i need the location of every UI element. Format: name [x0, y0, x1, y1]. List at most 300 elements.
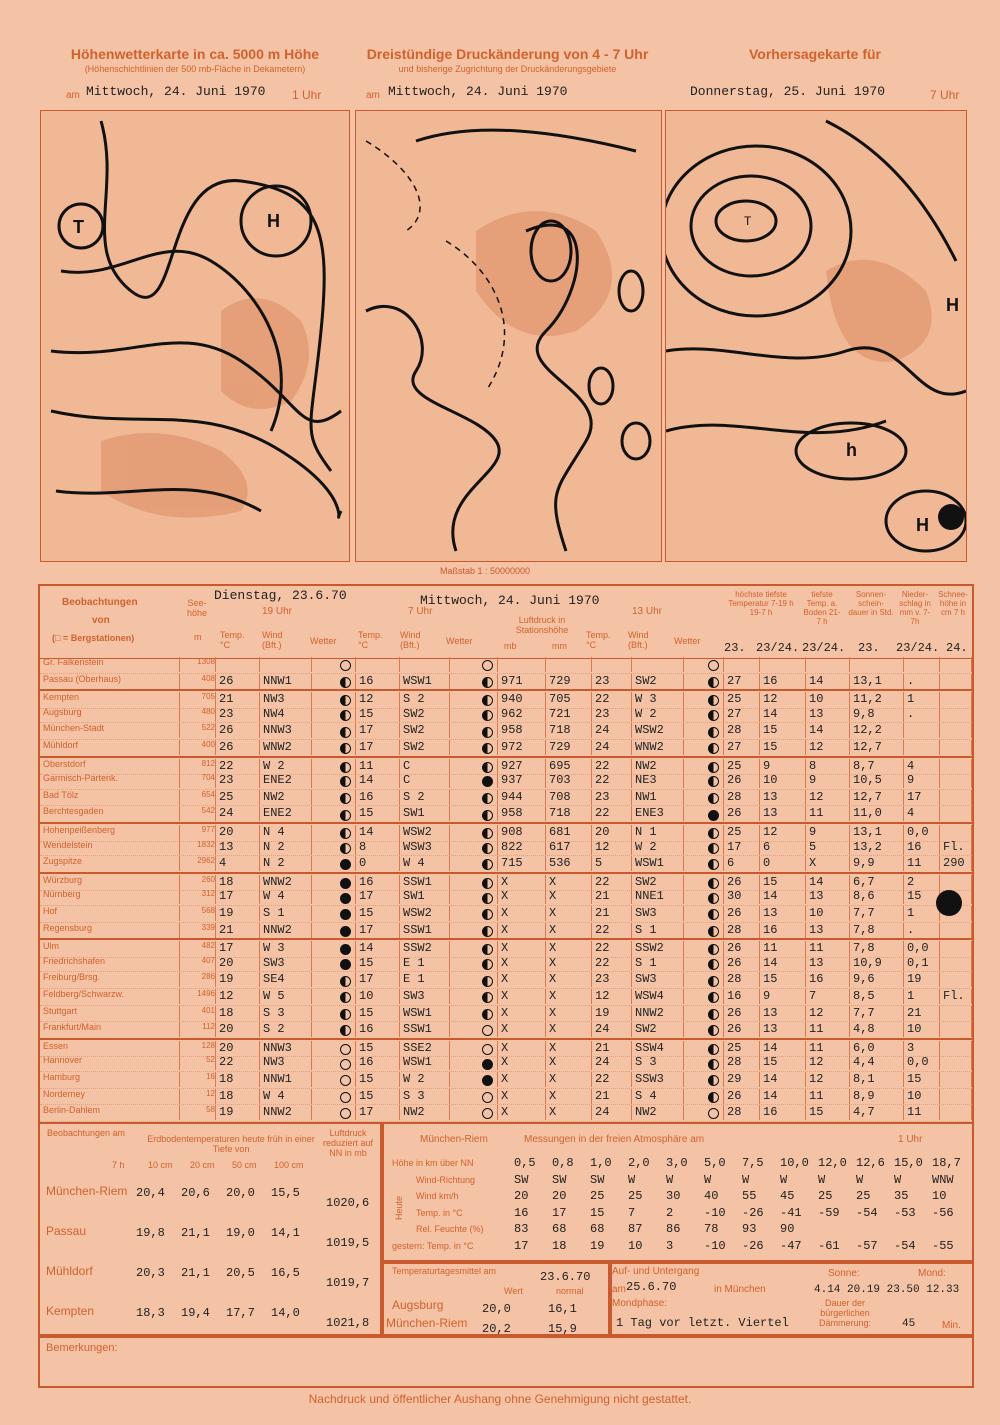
cell-t19: 26 — [216, 674, 260, 689]
cell-schnee — [940, 923, 972, 938]
cell-h: 704 — [180, 773, 216, 788]
cell-mm: 718 — [546, 806, 592, 821]
weather-circle-icon — [340, 992, 351, 1003]
weather-symbol-icon — [684, 889, 724, 904]
cell-w13: WSW4 — [632, 989, 684, 1004]
cell-h: 128 — [180, 1041, 216, 1056]
cell-sonne: 9,6 — [850, 972, 904, 987]
weather-circle-icon — [708, 976, 719, 987]
cell-max: 25 — [724, 692, 760, 707]
weather-symbol-icon — [312, 707, 356, 722]
time-7: 7 Uhr — [408, 606, 433, 617]
cell-h: 407 — [180, 956, 216, 971]
aero-cell: 1,0 — [590, 1156, 612, 1170]
cell-t13: 22 — [592, 875, 632, 890]
cell-max: 26 — [724, 773, 760, 788]
cell-max: 27 — [724, 740, 760, 755]
weather-symbol-icon — [312, 1089, 356, 1104]
cell-boden: 13 — [806, 956, 850, 971]
cell-mm: 721 — [546, 707, 592, 722]
weather-circle-icon — [340, 944, 351, 955]
cell-t13: 22 — [592, 773, 632, 788]
cell-mm: 718 — [546, 723, 592, 738]
aero-row-label: Temp. in °C — [416, 1207, 463, 1218]
weather-circle-icon — [340, 1059, 351, 1070]
cell-sonne: 8,1 — [850, 1072, 904, 1087]
cell-min: 9 — [760, 989, 806, 1004]
aero-cell: SW — [514, 1172, 529, 1187]
aero-cell: 93 — [742, 1222, 757, 1236]
cell-name: Freiburg/Brsg. — [40, 972, 180, 987]
cell-mm: X — [546, 972, 592, 987]
table-row — [40, 855, 972, 873]
weather-circle-icon — [482, 793, 493, 804]
cell-sonne: 7,7 — [850, 1006, 904, 1021]
weather-circle-icon — [708, 859, 719, 870]
weather-circle-icon — [708, 843, 719, 854]
cell-nied: 10 — [904, 1089, 940, 1104]
cell-name: Würzburg — [40, 875, 180, 890]
wind-header-7: Wind (Bft.) — [400, 630, 421, 650]
cell-w7: SW3 — [400, 989, 450, 1004]
weather-circle-icon — [482, 959, 493, 970]
aero-cell: -59 — [818, 1205, 840, 1220]
cell-h: 286 — [180, 972, 216, 987]
aero-cell: 83 — [514, 1222, 529, 1236]
weather-symbol-icon — [684, 923, 724, 938]
temp-header-19: Temp. °C — [220, 630, 245, 650]
cell-w7: NW2 — [400, 1105, 450, 1120]
weather-circle-icon — [340, 893, 351, 904]
cell-t7: 15 — [356, 1006, 400, 1021]
cell-t13: 23 — [592, 707, 632, 722]
cell-name: Stuttgart — [40, 1006, 180, 1021]
cell-schnee: 290 — [940, 856, 972, 871]
weather-circle-icon — [708, 1108, 719, 1119]
cell-min: 10 — [760, 773, 806, 788]
cell-w7: W 4 — [400, 856, 450, 871]
cell-w7: W 2 — [400, 1072, 450, 1087]
weather-symbol-icon — [684, 1022, 724, 1037]
cell-min: 14 — [760, 1089, 806, 1104]
cell-w13: S 3 — [632, 1055, 684, 1070]
weather-symbol-icon — [684, 707, 724, 722]
cell-t13: 23 — [592, 790, 632, 805]
cell-t19: 18 — [216, 875, 260, 890]
cell-t13: 5 — [592, 856, 632, 871]
cell-nied: 9 — [904, 773, 940, 788]
pressure-change-map — [355, 110, 662, 562]
aero-cell: 25 — [818, 1189, 833, 1203]
cell-boden: 11 — [806, 1089, 850, 1104]
cell-min: 15 — [760, 972, 806, 987]
cell-schnee: Fl. — [940, 989, 972, 1004]
cell-w13: NE3 — [632, 773, 684, 788]
weather-circle-icon — [340, 1025, 351, 1036]
weather-circle-icon — [482, 660, 493, 671]
cell-w7: S 2 — [400, 790, 450, 805]
augsburg-label: Augsburg — [392, 1298, 444, 1312]
seehoehe-label: See-höhe — [186, 598, 208, 618]
cell-w13: NNW2 — [632, 1006, 684, 1021]
cell-w19: W 5 — [260, 989, 312, 1004]
riem-wert: 20,2 — [482, 1322, 511, 1336]
cell-sonne: 9,8 — [850, 707, 904, 722]
weather-circle-icon — [482, 909, 493, 920]
weather-circle-icon — [340, 859, 351, 870]
weather-symbol-icon — [312, 1072, 356, 1087]
cell-boden: 7 — [806, 989, 850, 1004]
cell-name: Ulm — [40, 941, 180, 956]
weather-circle-icon — [708, 926, 719, 937]
weather-symbol-icon — [312, 972, 356, 987]
aero-title: Messungen in der freien Atmosphäre am — [524, 1134, 705, 1145]
cell-h: 312 — [180, 889, 216, 904]
soil-station: München-Riem — [46, 1184, 128, 1198]
cell-nied: . — [904, 923, 940, 938]
forecast-map-drawing — [666, 111, 966, 561]
aero-cell: 2,0 — [628, 1156, 650, 1170]
cell-w13: SW2 — [632, 674, 684, 689]
augsburg-wert: 20,0 — [482, 1302, 511, 1316]
cell-h: 542 — [180, 806, 216, 821]
cell-min: 13 — [760, 790, 806, 805]
cell-name: Frankfurt/Main — [40, 1022, 180, 1037]
weather-symbol-icon — [684, 773, 724, 788]
cell-max: 16 — [724, 989, 760, 1004]
soil-7h-label: 7 h — [112, 1160, 125, 1170]
cell-name: Zugspitze — [40, 856, 180, 871]
weather-circle-icon — [708, 793, 719, 804]
cell-h: 16 — [180, 1072, 216, 1087]
weather-symbol-icon — [684, 856, 724, 871]
table-row — [40, 789, 972, 807]
wert-label: Wert — [504, 1286, 523, 1296]
cell-w19: NW3 — [260, 1055, 312, 1070]
cell-name: Wendelstein — [40, 840, 180, 855]
cell-name: Hohenpeißenberg — [40, 825, 180, 840]
cell-sonne: 6,7 — [850, 875, 904, 890]
table-row — [40, 706, 972, 724]
aero-cell: -10 — [704, 1238, 726, 1253]
cell-nied: 0,0 — [904, 825, 940, 840]
cell-w13: NW1 — [632, 790, 684, 805]
cell-max: 17 — [724, 840, 760, 855]
cell-schnee — [940, 740, 972, 755]
von-label: von — [92, 615, 110, 626]
cell-schnee — [940, 657, 972, 672]
table-row — [40, 1005, 972, 1023]
cell-mb: X — [498, 972, 546, 987]
weather-circle-icon — [708, 810, 719, 821]
soil-temp-value: 20,4 — [136, 1186, 165, 1200]
aero-cell: -54 — [894, 1238, 916, 1253]
aero-cell: 86 — [666, 1222, 681, 1236]
weather-circle-icon — [482, 1075, 493, 1086]
weather-symbol-icon — [450, 790, 498, 805]
cell-nied: 1 — [904, 906, 940, 921]
weather-symbol-icon — [450, 856, 498, 871]
weather-symbol-icon — [450, 1022, 498, 1037]
cell-mb: 908 — [498, 825, 546, 840]
weather-symbol-icon — [312, 1055, 356, 1070]
cell-sonne: 4,4 — [850, 1055, 904, 1070]
table-row — [40, 739, 972, 757]
weather-symbol-icon — [450, 674, 498, 689]
cell-nied: 11 — [904, 1105, 940, 1120]
cell-w19: W 3 — [260, 941, 312, 956]
cell-t7: 17 — [356, 889, 400, 904]
cell-w7: WSW2 — [400, 906, 450, 921]
cell-w13: WNW2 — [632, 740, 684, 755]
cell-t19: 23 — [216, 707, 260, 722]
cell-w19: S 3 — [260, 1006, 312, 1021]
map2-date: Mittwoch, 24. Juni 1970 — [388, 84, 568, 99]
cell-boden: 12 — [806, 1006, 850, 1021]
map2-title-text: Dreistündige Druckänderung von 4 - 7 Uhr — [366, 46, 649, 62]
weather-circle-icon — [482, 710, 493, 721]
aero-cell: 15,0 — [894, 1156, 923, 1170]
cell-t7: 15 — [356, 806, 400, 821]
cell-boden: 12 — [806, 1072, 850, 1087]
aero-cell: 68 — [552, 1222, 567, 1236]
cell-t13: 22 — [592, 1072, 632, 1087]
weather-symbol-icon — [312, 674, 356, 689]
weather-circle-icon — [482, 944, 493, 955]
cell-t7: 15 — [356, 906, 400, 921]
aero-cell: 90 — [780, 1222, 795, 1236]
upper-air-map — [40, 110, 350, 562]
cell-w7: SSW1 — [400, 923, 450, 938]
cell-t7: 16 — [356, 674, 400, 689]
soil-pressure-value: 1021,8 — [326, 1316, 370, 1330]
aero-cell: 17 — [552, 1205, 567, 1220]
weather-symbol-icon — [450, 1006, 498, 1021]
weather-circle-icon — [482, 1009, 493, 1020]
wind-header-19: Wind (Bft.) — [262, 630, 283, 650]
cell-mb: 937 — [498, 773, 546, 788]
aero-cell: -55 — [932, 1238, 954, 1253]
weather-circle-icon — [340, 660, 351, 671]
cell-boden: 5 — [806, 840, 850, 855]
cell-max: 26 — [724, 1022, 760, 1037]
weather-symbol-icon — [450, 707, 498, 722]
aero-heute: Heute — [394, 1196, 404, 1221]
cell-w7: SSW1 — [400, 875, 450, 890]
forecast-map — [665, 110, 967, 562]
cell-t7: 10 — [356, 989, 400, 1004]
table-row — [40, 888, 972, 906]
cell-mb: X — [498, 889, 546, 904]
cell-w19: W 4 — [260, 1089, 312, 1104]
weather-circle-icon — [482, 776, 493, 787]
table-row — [40, 772, 972, 790]
cell-mm: 703 — [546, 773, 592, 788]
cell-min: 13 — [760, 1006, 806, 1021]
cell-t13: 22 — [592, 759, 632, 774]
aero-cell: -47 — [780, 1238, 802, 1253]
cell-max: 28 — [724, 1105, 760, 1120]
cell-w7: SW2 — [400, 723, 450, 738]
weather-symbol-icon — [684, 674, 724, 689]
cell-mm: 695 — [546, 759, 592, 774]
cell-w7: SW1 — [400, 889, 450, 904]
cell-t19: 23 — [216, 773, 260, 788]
map1-date: Mittwoch, 24. Juni 1970 — [86, 84, 266, 99]
sonne-header: Sonnen-schein-dauer in Std. — [848, 590, 894, 617]
cell-mb: X — [498, 941, 546, 956]
cell-mb: X — [498, 989, 546, 1004]
table-row — [40, 905, 972, 923]
weather-symbol-icon — [684, 723, 724, 738]
cell-max: 26 — [724, 906, 760, 921]
cell-mm: X — [546, 941, 592, 956]
weather-symbol-icon — [450, 956, 498, 971]
cell-mb: X — [498, 1072, 546, 1087]
cell-name: Hannover — [40, 1055, 180, 1070]
weather-circle-icon — [708, 1025, 719, 1036]
cell-mm: 681 — [546, 825, 592, 840]
cell-sonne: 12,7 — [850, 740, 904, 755]
cell-h: 654 — [180, 790, 216, 805]
weather-symbol-icon — [684, 1055, 724, 1070]
cell-mb: X — [498, 923, 546, 938]
svg-text:H: H — [946, 295, 959, 315]
cell-w19: W 2 — [260, 759, 312, 774]
cell-t19: 26 — [216, 723, 260, 738]
weather-symbol-icon — [312, 906, 356, 921]
soil-station: Kempten — [46, 1304, 95, 1318]
weather-symbol-icon — [684, 1072, 724, 1087]
cell-min: 15 — [760, 740, 806, 755]
weather-symbol-icon — [684, 972, 724, 987]
cell-h: 339 — [180, 923, 216, 938]
sun-times: 4.14 20.19 23.50 12.33 — [814, 1284, 960, 1296]
aero-cell: -56 — [932, 1205, 954, 1220]
cell-name: Norderney — [40, 1089, 180, 1104]
weather-symbol-icon — [312, 723, 356, 738]
cell-mm: 708 — [546, 790, 592, 805]
cell-schnee — [940, 707, 972, 722]
weather-circle-icon — [708, 776, 719, 787]
cell-mb: 927 — [498, 759, 546, 774]
weather-circle-icon — [482, 1108, 493, 1119]
aero-cell: -41 — [780, 1205, 802, 1220]
cell-w13: NW2 — [632, 759, 684, 774]
weather-symbol-icon — [312, 856, 356, 871]
cell-t7: 15 — [356, 707, 400, 722]
cell-nied — [904, 723, 940, 738]
day-col-3: 23/24. — [802, 641, 846, 655]
weather-symbol-icon — [450, 1105, 498, 1120]
weather-circle-icon — [482, 859, 493, 870]
pressure-change-map-drawing — [356, 111, 661, 561]
cell-min: 9 — [760, 759, 806, 774]
map3-title-text: Vorhersagekarte für — [748, 46, 881, 62]
aero-cell: 35 — [894, 1189, 909, 1203]
cell-min: 16 — [760, 674, 806, 689]
wind-header-13: Wind (Bft.) — [628, 630, 649, 650]
aero-row-label: Wind-Richtung — [416, 1174, 476, 1185]
cell-w13: SSW4 — [632, 1041, 684, 1056]
soil-temp-value: 17,7 — [226, 1306, 255, 1320]
weather-symbol-icon — [312, 1006, 356, 1021]
sun-date: 25.6.70 — [626, 1280, 677, 1294]
cell-boden — [806, 657, 850, 672]
cell-nied: 19 — [904, 972, 940, 987]
cell-h: 400 — [180, 740, 216, 755]
cell-mb: 971 — [498, 674, 546, 689]
cell-nied: 15 — [904, 889, 940, 904]
cell-mm: X — [546, 1041, 592, 1056]
cell-h: 522 — [180, 723, 216, 738]
cell-boden: 9 — [806, 773, 850, 788]
cell-t13: 24 — [592, 1105, 632, 1120]
cell-h: 1308 — [180, 657, 216, 672]
cell-min: 16 — [760, 923, 806, 938]
cell-t19: 19 — [216, 1105, 260, 1120]
map3-time: 7 Uhr — [930, 88, 960, 102]
cell-w7: SSE2 — [400, 1041, 450, 1056]
cell-mb: X — [498, 1089, 546, 1104]
weather-symbol-icon — [312, 806, 356, 821]
weather-symbol-icon — [684, 1105, 724, 1120]
cell-name: Passau (Oberhaus) — [40, 674, 180, 689]
cell-boden: 11 — [806, 1041, 850, 1056]
date-prev: Dienstag, 23.6.70 — [214, 588, 347, 603]
aero-cell: 25 — [628, 1189, 643, 1203]
cell-w7: C — [400, 773, 450, 788]
weather-circle-icon — [708, 695, 719, 706]
cell-sonne: 7,8 — [850, 923, 904, 938]
cell-mb: X — [498, 1041, 546, 1056]
aero-cell: 20 — [552, 1189, 567, 1203]
aero-cell: 18 — [552, 1238, 567, 1253]
cell-max: 28 — [724, 790, 760, 805]
cell-t7: 12 — [356, 692, 400, 707]
cell-max: 25 — [724, 1041, 760, 1056]
cell-min: 15 — [760, 875, 806, 890]
weather-circle-icon — [482, 926, 493, 937]
soil-press-title: Luftdruck reduziert auf NN in mb — [322, 1128, 374, 1158]
cell-boden: 11 — [806, 806, 850, 821]
cell-max: 28 — [724, 723, 760, 738]
weather-symbol-icon — [450, 906, 498, 921]
aero-cell: W — [742, 1172, 750, 1187]
soil-temp-value: 20,3 — [136, 1266, 165, 1280]
weather-symbol-icon — [684, 740, 724, 755]
cell-w19 — [260, 657, 312, 672]
cell-sonne: 7,8 — [850, 941, 904, 956]
weather-symbol-icon — [312, 773, 356, 788]
cell-sonne: 7,7 — [850, 906, 904, 921]
cell-t19: 13 — [216, 840, 260, 855]
cell-name: Feldberg/Schwarzw. — [40, 989, 180, 1004]
cell-boden: 12 — [806, 740, 850, 755]
cell-boden: 13 — [806, 707, 850, 722]
cell-schnee — [940, 1006, 972, 1021]
cell-schnee — [940, 956, 972, 971]
weather-circle-icon — [340, 976, 351, 987]
cell-name: Augsburg — [40, 707, 180, 722]
sun-label: Auf- und Untergang — [612, 1266, 700, 1277]
cell-boden: 15 — [806, 1105, 850, 1120]
cell-w19: NW2 — [260, 790, 312, 805]
aero-time: 1 Uhr — [898, 1134, 923, 1145]
map1-subtitle: (Höhenschichtlinien der 500 mb-Fläche in Dekametern) — [84, 64, 306, 74]
cell-w13: SW2 — [632, 1022, 684, 1037]
cell-h: 408 — [180, 674, 216, 689]
